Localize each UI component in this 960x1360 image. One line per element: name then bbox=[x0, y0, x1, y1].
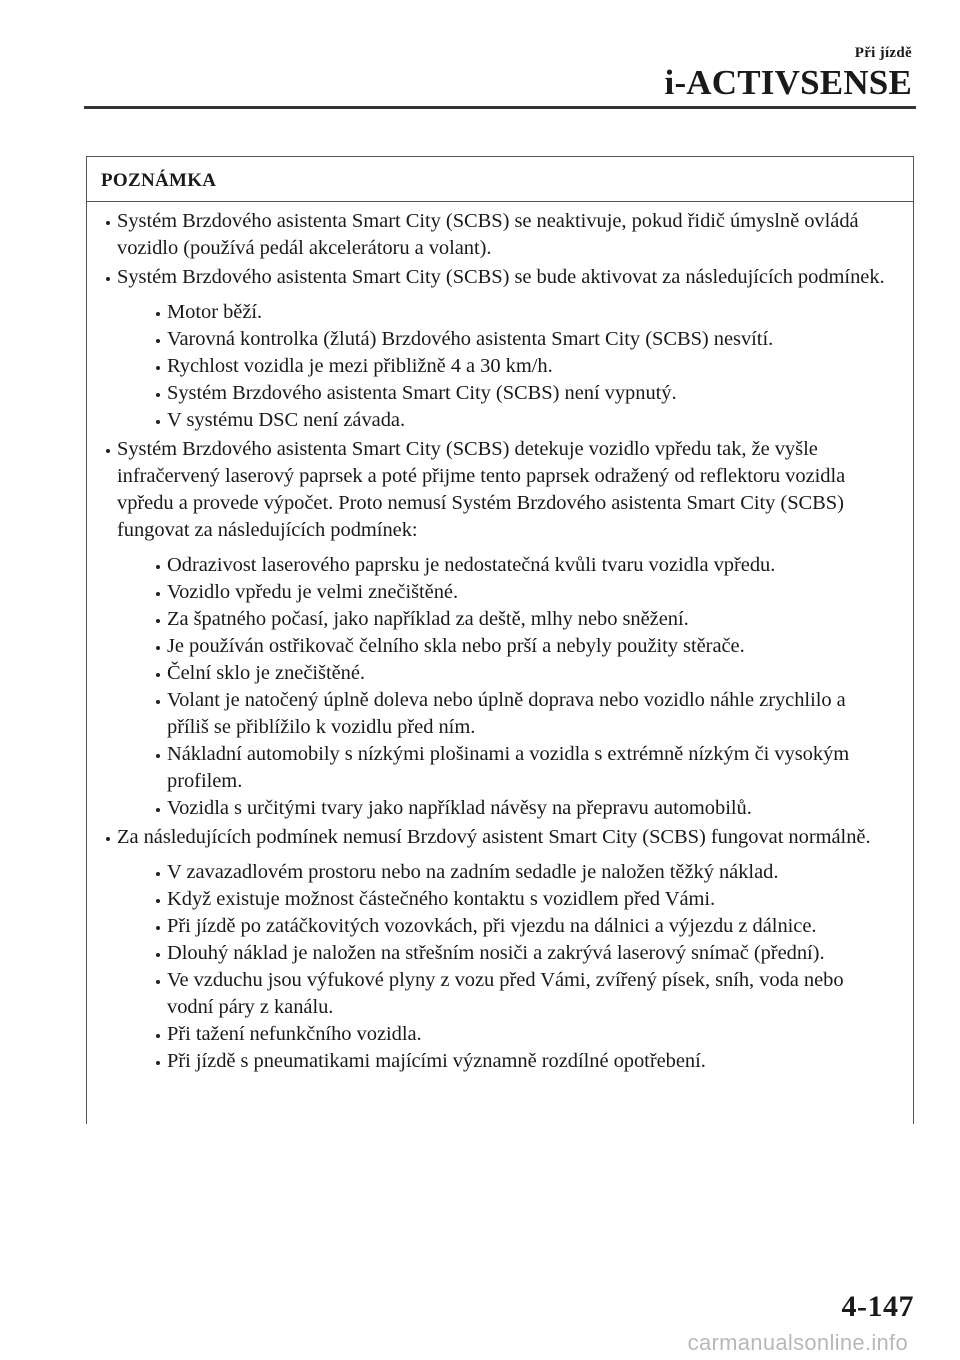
note-subitem-text: Při jízdě po zatáčkovitých vozovkách, při vjezdu na dálnici a výjezdu z dálnice. bbox=[167, 915, 817, 937]
bullet-dot-icon bbox=[156, 1034, 160, 1038]
bullet-dot-icon bbox=[156, 393, 160, 397]
bullet-dot-icon bbox=[156, 1061, 160, 1065]
note-subitem-text: Volant je natočený úplně doleva nebo úplně doprava nebo vozidlo náhle zrychlilo a příliš se přiblížilo k vozidlu před ním. bbox=[167, 689, 846, 738]
note-subitem bbox=[117, 940, 899, 967]
note-subitem-text: Při jízdě s pneumatikami majícími významně rozdílné opotřebení. bbox=[167, 1050, 706, 1072]
note-item bbox=[87, 264, 913, 434]
note-sublist bbox=[117, 552, 899, 822]
note-subitem bbox=[117, 579, 899, 606]
note-subitem bbox=[117, 299, 899, 326]
note-sublist bbox=[117, 299, 899, 434]
note-subitem-text: Motor běží. bbox=[167, 301, 263, 323]
note-item-text: Systém Brzdového asistenta Smart City (SCBS) detekuje vozidlo vpředu tak, že vyšle infračervený laserový paprsek a poté přijme tento paprsek odražený od reflektoru vozidla vpředu a provede výpočet. Proto nemusí Systém Brzdového asistenta Smart City (SCBS) fungovat za následujících podmínek: bbox=[117, 438, 846, 541]
note-subitem-text: Když existuje možnost částečného kontaktu s vozidlem před Vámi. bbox=[167, 888, 716, 910]
note-subitem bbox=[117, 552, 899, 579]
note-subitem-text: Varovná kontrolka (žlutá) Brzdového asistenta Smart City (SCBS) nesvítí. bbox=[167, 328, 774, 350]
bullet-dot-icon bbox=[156, 700, 160, 704]
note-subitem bbox=[117, 859, 899, 886]
note-subitem bbox=[117, 380, 899, 407]
note-subitem bbox=[117, 1048, 899, 1075]
note-subitem-text: Vozidlo vpředu je velmi znečištěné. bbox=[167, 581, 459, 603]
note-item-text: Za následujících podmínek nemusí Brzdový asistent Smart City (SCBS) fungovat normálně. bbox=[117, 826, 871, 848]
note-subitem bbox=[117, 326, 899, 353]
note-item-text: Systém Brzdového asistenta Smart City (SCBS) se bude aktivovat za následujících podmínek. bbox=[117, 266, 885, 288]
note-subitem-text: Rychlost vozidla je mezi přibližně 4 a 30 km/h. bbox=[167, 355, 553, 377]
bullet-dot-icon bbox=[156, 646, 160, 650]
bullet-dot-icon bbox=[156, 619, 160, 623]
bullet-dot-icon bbox=[106, 837, 110, 841]
note-sublist bbox=[117, 859, 899, 1075]
note-subitem bbox=[117, 407, 899, 434]
note-subitem-text: Ve vzduchu jsou výfukové plyny z vozu před Vámi, zvířený písek, sníh, voda nebo vodní páry z kanálu. bbox=[167, 969, 844, 1018]
note-heading: POZNÁMKA bbox=[87, 157, 913, 202]
bullet-dot-icon bbox=[106, 221, 110, 225]
note-subitem bbox=[117, 967, 899, 1021]
note-subitem-text: Dlouhý náklad je naložen na střešním nosiči a zakrývá laserový snímač (přední). bbox=[167, 942, 825, 964]
bullet-dot-icon bbox=[156, 565, 160, 569]
bullet-dot-icon bbox=[156, 420, 160, 424]
bullet-dot-icon bbox=[156, 312, 160, 316]
note-subitem-text: Nákladní automobily s nízkými plošinami a vozidla s extrémně nízkým či vysokým profilem. bbox=[167, 743, 850, 792]
note-subitem-text: Odrazivost laserového paprsku je nedostatečná kvůli tvaru vozidla vpředu. bbox=[167, 554, 776, 576]
note-subitem bbox=[117, 741, 899, 795]
note-subitem bbox=[117, 913, 899, 940]
note-subitem bbox=[117, 795, 899, 822]
chapter-title: i-ACTIVSENSE bbox=[664, 63, 912, 102]
note-subitem-text: Při tažení nefunkčního vozidla. bbox=[167, 1023, 422, 1045]
note-subitem bbox=[117, 353, 899, 380]
bullet-dot-icon bbox=[156, 808, 160, 812]
note-subitem bbox=[117, 1021, 899, 1048]
bullet-dot-icon bbox=[156, 366, 160, 370]
note-subitem bbox=[117, 886, 899, 913]
page-number: 4-147 bbox=[841, 1290, 914, 1323]
note-subitem-text: Čelní sklo je znečištěné. bbox=[167, 662, 365, 684]
watermark: carmanualsonline.info bbox=[687, 1330, 908, 1355]
note-subitem bbox=[117, 606, 899, 633]
bullet-dot-icon bbox=[156, 953, 160, 957]
note-item bbox=[87, 208, 913, 262]
note-subitem-text: Je používán ostřikovač čelního skla nebo prší a nebyly použity stěrače. bbox=[167, 635, 745, 657]
note-item bbox=[87, 824, 913, 1075]
bullet-dot-icon bbox=[106, 449, 110, 453]
section-label: Při jízdě bbox=[854, 45, 912, 61]
bullet-dot-icon bbox=[156, 592, 160, 596]
bullet-dot-icon bbox=[156, 754, 160, 758]
note-subitem-text: V zavazadlovém prostoru nebo na zadním sedadle je naložen těžký náklad. bbox=[167, 861, 779, 883]
note-box bbox=[86, 156, 914, 1124]
note-item bbox=[87, 436, 913, 822]
bullet-dot-icon bbox=[156, 899, 160, 903]
note-body bbox=[87, 202, 913, 1075]
note-subitem-text: Vozidla s určitými tvary jako například návěsy na přepravu automobilů. bbox=[167, 797, 752, 819]
page-header bbox=[665, 44, 912, 102]
note-subitem bbox=[117, 633, 899, 660]
bullet-dot-icon bbox=[156, 673, 160, 677]
note-subitem bbox=[117, 660, 899, 687]
note-item-text: Systém Brzdového asistenta Smart City (SCBS) se neaktivuje, pokud řidič úmyslně ovládá vozidlo (používá pedál akcelerátoru a volant). bbox=[117, 210, 859, 259]
bullet-dot-icon bbox=[156, 339, 160, 343]
note-list bbox=[87, 208, 913, 1075]
bullet-dot-icon bbox=[156, 872, 160, 876]
bullet-dot-icon bbox=[156, 926, 160, 930]
header-rule bbox=[84, 106, 916, 109]
note-subitem-text: V systému DSC není závada. bbox=[167, 409, 406, 431]
note-subitem-text: Systém Brzdového asistenta Smart City (SCBS) není vypnutý. bbox=[167, 382, 677, 404]
note-subitem-text: Za špatného počasí, jako například za deště, mlhy nebo sněžení. bbox=[167, 608, 689, 630]
bullet-dot-icon bbox=[106, 277, 110, 281]
bullet-dot-icon bbox=[156, 980, 160, 984]
note-subitem bbox=[117, 687, 899, 741]
